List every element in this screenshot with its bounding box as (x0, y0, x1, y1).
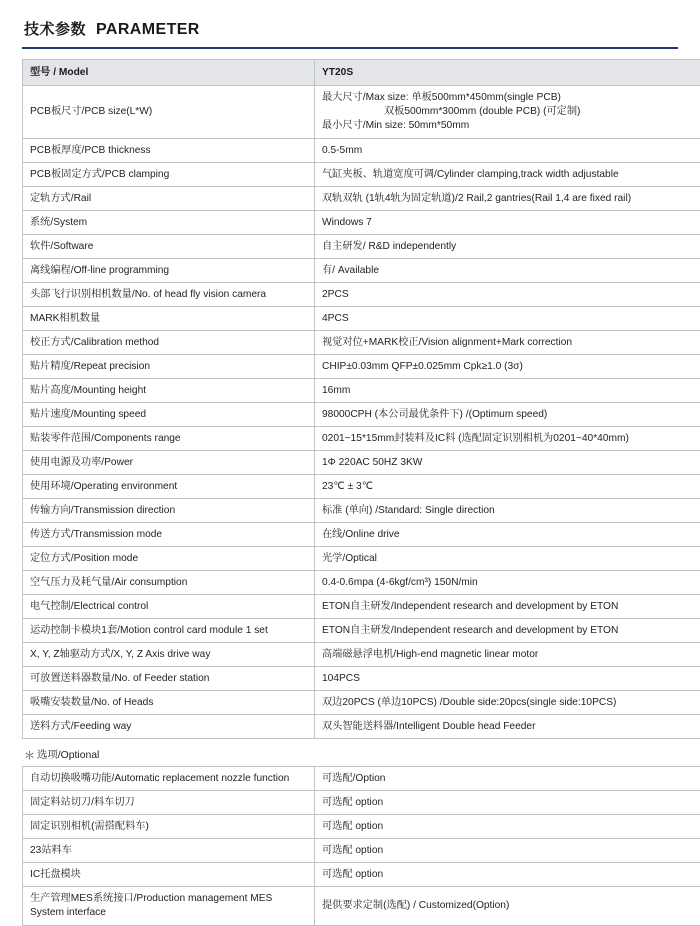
optional-table-body (23, 767, 700, 926)
row-value: 双边20PCS (单边10PCS) /Double side:20pcs(single side:10PCS) (315, 691, 700, 715)
row-value: 0.4-0.6mpa (4-6kgf/cm³) 150N/min (315, 571, 700, 595)
row-value: 双轨双轨 (1轨4轨为固定轨道)/2 Rail,2 gantries(Rail 1,4 are fixed rail) (315, 187, 700, 211)
row-value: 2PCS (315, 283, 700, 307)
spec-table-body (23, 60, 700, 739)
table-row (23, 163, 700, 187)
optional-table (22, 766, 700, 926)
row-value: 双头智能送料器/Intelligent Double head Feeder (315, 715, 700, 739)
page-title-cn: 技术参数 (24, 18, 86, 39)
row-value: 16mm (315, 379, 700, 403)
table-header-row (23, 60, 700, 86)
row-label: 贴片速度/Mounting speed (23, 403, 315, 427)
table-row (23, 499, 700, 523)
table-row (23, 187, 700, 211)
row-value: 标准 (单向) /Standard: Single direction (315, 499, 700, 523)
row-label: 可放置送料器数量/No. of Feeder station (23, 667, 315, 691)
row-label: X, Y, Z轴驱动方式/X, Y, Z Axis drive way (23, 643, 315, 667)
row-value-line: 最大尺寸/Max size: 单板500mm*450mm(single PCB) (322, 91, 700, 105)
row-label: 定轨方式/Rail (23, 187, 315, 211)
row-value: 4PCS (315, 307, 700, 331)
row-value: 在线/Online drive (315, 523, 700, 547)
row-value: 可选配 option (315, 839, 700, 863)
column-header-model: 型号 / Model (23, 60, 315, 86)
table-row (23, 355, 700, 379)
row-label: 传送方式/Transmission mode (23, 523, 315, 547)
table-row (23, 595, 700, 619)
column-header-value: YT20S (315, 60, 700, 86)
row-label: 吸嘴安装数量/No. of Heads (23, 691, 315, 715)
table-row (23, 379, 700, 403)
table-row (23, 791, 700, 815)
row-value: 光学/Optical (315, 547, 700, 571)
row-value: 自主研发/ R&D independently (315, 235, 700, 259)
table-row (23, 887, 700, 926)
row-label: 自动切换吸嘴功能/Automatic replacement nozzle function (23, 767, 315, 791)
row-label: 电气控制/Electrical control (23, 595, 315, 619)
row-label: 生产管理MES系统接口/Production management MES System interface (23, 887, 315, 926)
table-row (23, 211, 700, 235)
row-value (315, 86, 700, 139)
row-label: 传输方向/Transmission direction (23, 499, 315, 523)
page-title (22, 14, 678, 47)
table-row (23, 235, 700, 259)
table-row (23, 691, 700, 715)
row-label: 使用环境/Operating environment (23, 475, 315, 499)
table-row (23, 815, 700, 839)
row-value: 0201~15*15mm封装料及IC料 (选配固定识别相机为0201~40*40mm) (315, 427, 700, 451)
row-label: 空气压力及耗气量/Air consumption (23, 571, 315, 595)
page-title-en: PARAMETER (96, 21, 200, 39)
row-label: 23站料车 (23, 839, 315, 863)
table-row (23, 307, 700, 331)
table-row (23, 523, 700, 547)
row-label: 离线编程/Off-line programming (23, 259, 315, 283)
title-divider (22, 47, 678, 49)
row-label: IC托盘模块 (23, 863, 315, 887)
row-value: 可选配 option (315, 791, 700, 815)
table-row (23, 619, 700, 643)
row-value: Windows 7 (315, 211, 700, 235)
table-row (23, 86, 700, 139)
table-row (23, 767, 700, 791)
row-label: MARK相机数量 (23, 307, 315, 331)
table-row (23, 667, 700, 691)
row-value: 可选配 option (315, 815, 700, 839)
row-label: 定位方式/Position mode (23, 547, 315, 571)
table-row (23, 139, 700, 163)
row-label: PCB板固定方式/PCB clamping (23, 163, 315, 187)
row-value: ETON自主研发/Independent research and development by ETON (315, 595, 700, 619)
row-label: PCB板尺寸/PCB size(L*W) (23, 86, 315, 139)
row-label: 贴片高度/Mounting height (23, 379, 315, 403)
row-value: 有/ Available (315, 259, 700, 283)
table-row (23, 259, 700, 283)
row-label: 固定料站切刀/料车切刀 (23, 791, 315, 815)
row-label: 固定识别相机(需搭配料车) (23, 815, 315, 839)
table-row (23, 643, 700, 667)
table-row (23, 863, 700, 887)
asterisk-icon: ＊ (24, 750, 35, 762)
row-value: 视觉对位+MARK校正/Vision alignment+Mark correction (315, 331, 700, 355)
optional-heading-text: 选项/Optional (37, 750, 99, 761)
table-row (23, 331, 700, 355)
table-row (23, 403, 700, 427)
row-label: 校正方式/Calibration method (23, 331, 315, 355)
table-row (23, 571, 700, 595)
row-value: 1Φ 220AC 50HZ 3KW (315, 451, 700, 475)
row-label: PCB板厚度/PCB thickness (23, 139, 315, 163)
table-row (23, 839, 700, 863)
spec-table (22, 59, 700, 739)
row-value: 提供要求定制(选配) / Customized(Option) (315, 887, 700, 926)
row-value: 高端磁悬浮电机/High-end magnetic linear motor (315, 643, 700, 667)
table-row (23, 475, 700, 499)
row-value: 0.5-5mm (315, 139, 700, 163)
row-value-line: 双板500mm*300mm (double PCB) (可定制) (322, 105, 700, 119)
row-value: 23℃ ± 3℃ (315, 475, 700, 499)
table-row (23, 283, 700, 307)
table-row (23, 715, 700, 739)
table-row (23, 451, 700, 475)
row-value-line: 最小尺寸/Min size: 50mm*50mm (322, 119, 700, 133)
table-row (23, 427, 700, 451)
row-value: 可选配/Option (315, 767, 700, 791)
row-label: 软件/Software (23, 235, 315, 259)
row-label: 头部飞行识别相机数量/No. of head fly vision camera (23, 283, 315, 307)
table-row (23, 547, 700, 571)
row-label: 贴装零件范围/Components range (23, 427, 315, 451)
row-label: 使用电源及功率/Power (23, 451, 315, 475)
row-label: 送料方式/Feeding way (23, 715, 315, 739)
row-value: 气缸夹板、轨道宽度可调/Cylinder clamping,track width adjustable (315, 163, 700, 187)
row-value: 104PCS (315, 667, 700, 691)
row-label: 贴片精度/Repeat precision (23, 355, 315, 379)
optional-section-heading (22, 739, 678, 766)
row-label: 运动控制卡模块1套/Motion control card module 1 set (23, 619, 315, 643)
row-value: CHIP±0.03mm QFP±0.025mm Cpk≥1.0 (3σ) (315, 355, 700, 379)
row-value: 98000CPH (本公司最优条件下) /(Optimum speed) (315, 403, 700, 427)
row-label: 系统/System (23, 211, 315, 235)
row-value: 可选配 option (315, 863, 700, 887)
row-value: ETON自主研发/Independent research and development by ETON (315, 619, 700, 643)
